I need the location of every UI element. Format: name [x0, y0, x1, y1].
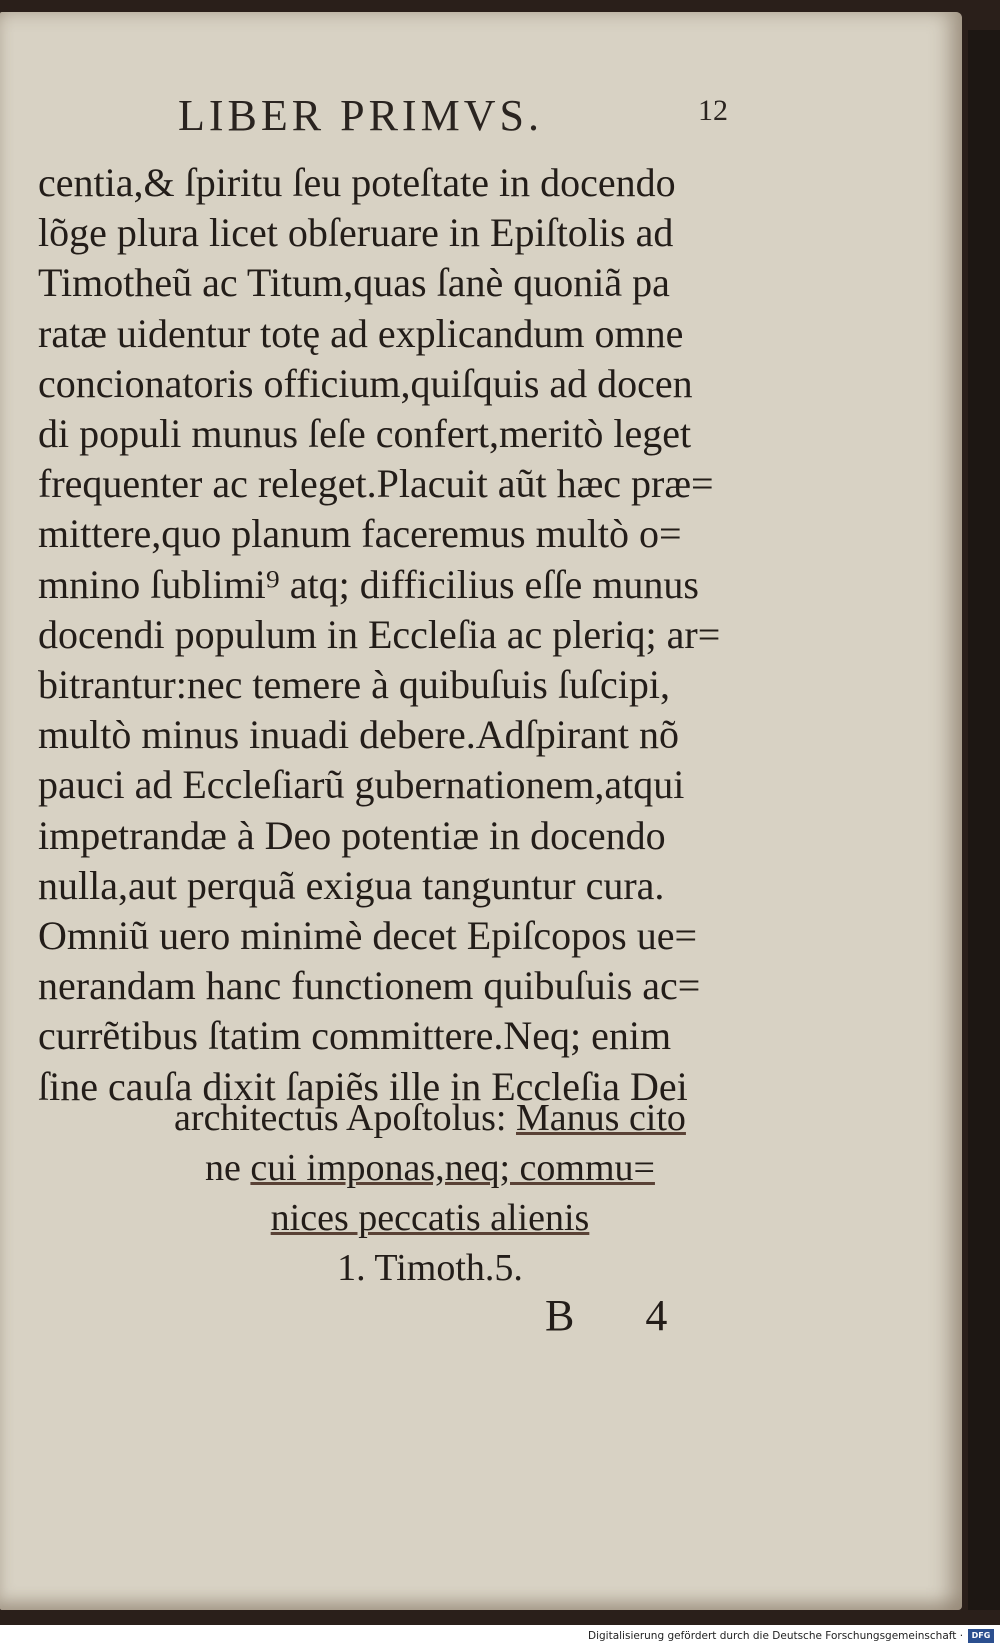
coda-text: ne	[205, 1147, 251, 1189]
text-line: Omniũ uero minimè decet Epiſcopos ue=	[38, 913, 698, 959]
digitization-credit: Digitalisierung gefördert durch die Deutsche Forschungsgemeinschaft ·	[588, 1630, 964, 1642]
page-header	[0, 90, 962, 150]
coda-text: architectus Apoſtolus:	[174, 1097, 516, 1139]
text-line: di populi munus ſeſe confert,meritò leget	[38, 411, 692, 457]
folio-number: 12	[698, 94, 728, 127]
text-line: impetrandæ à Deo potentiæ in docendo	[38, 812, 666, 858]
text-line: pauci ad Eccleſiarũ gubernationem,atqui	[38, 762, 685, 808]
text-line: docendi populum in Eccleſia ac pleriq; ar=	[38, 611, 721, 657]
text-line: lõge plura licet obſeruare in Epiſtolis ad	[38, 210, 674, 256]
text-line: multò minus inuadi debere.Adſpirant nõ	[38, 712, 679, 758]
underlined-quote: Manus cito	[516, 1097, 686, 1139]
underlined-quote: nices peccatis alienis	[270, 1197, 590, 1239]
coda-line-3	[0, 1193, 860, 1243]
text-line: mittere,quo planum faceremus multò o=	[38, 511, 682, 557]
scripture-reference: 1. Timoth.5.	[337, 1247, 523, 1289]
book-page	[0, 12, 962, 1610]
text-line: ſine cauſa dixit ſapiẽs ille in Eccleſia Dei	[38, 1063, 688, 1109]
dfg-logo-icon: DFG	[968, 1629, 994, 1643]
coda-line-2	[0, 1143, 860, 1193]
text-line: nerandam hanc functionem quibuſuis ac=	[38, 963, 701, 1009]
book-edge	[968, 30, 1000, 1610]
underlined-quote: cui imponas,neq; commu=	[250, 1147, 655, 1189]
text-line: bitrantur:nec temere à quibuſuis ſuſcipi,	[38, 662, 671, 708]
text-line: frequenter ac releget.Placuit aũt hæc præ=	[38, 461, 714, 507]
text-line: mnino ſublimi⁹ atq; difficilius eſſe munus	[38, 561, 699, 607]
text-line: Timotheũ ac Titum,quas ſanè quoniã pa	[38, 260, 670, 306]
closing-quotation	[0, 1093, 860, 1293]
coda-line-1	[0, 1093, 860, 1143]
running-head: LIBER PRIMVS.	[178, 91, 543, 140]
text-line: ratæ uidentur totę ad explicandum omne	[38, 310, 684, 356]
signature-mark: B 4	[545, 1291, 698, 1340]
text-line: concionatoris officium,quiſquis ad docen	[38, 360, 693, 406]
text-line: nulla,aut perquã exigua tanguntur cura.	[38, 862, 665, 908]
text-line: centia,& ſpiritu ſeu poteſtate in docendo	[38, 160, 676, 205]
body-text	[38, 158, 798, 1112]
text-line: currẽtibus ſtatim committere.Neq; enim	[38, 1013, 672, 1059]
